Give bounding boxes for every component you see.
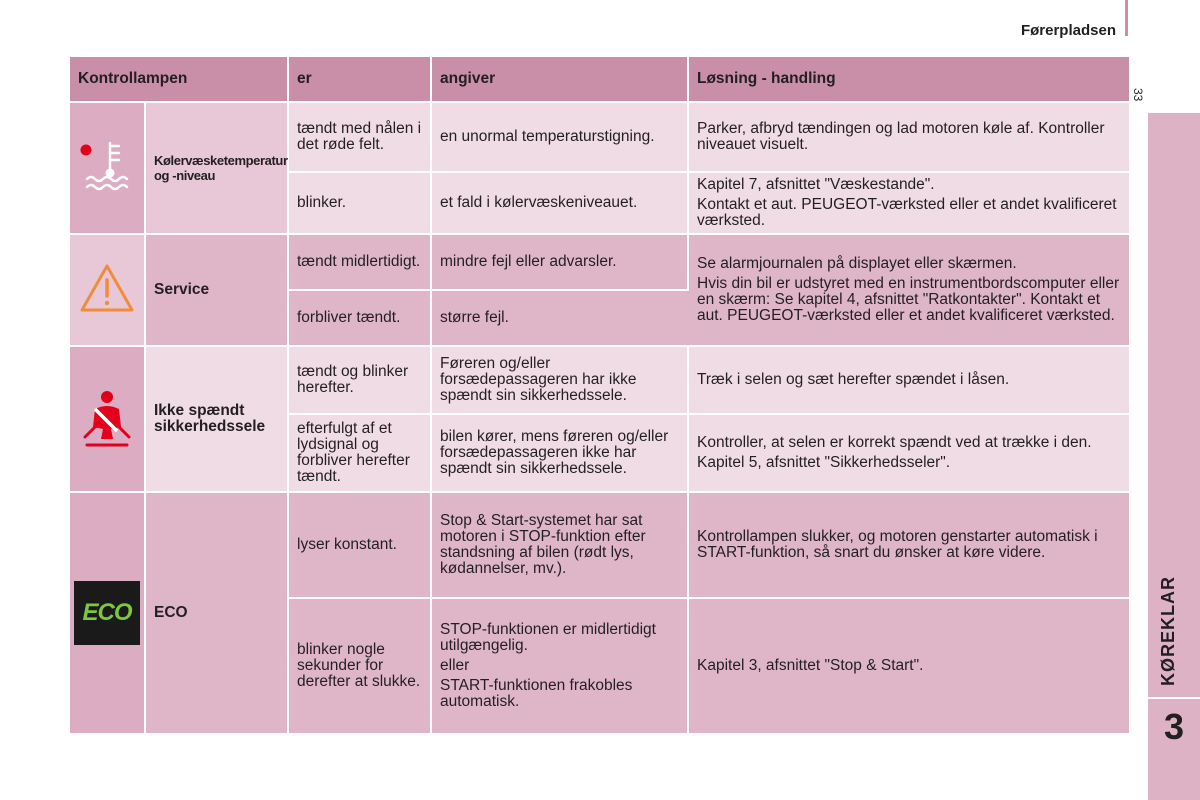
service-state-2: forbliver tændt. xyxy=(289,291,432,347)
table-row xyxy=(70,235,1129,291)
seatbelt-solution-1: Træk i selen og sæt herefter spændet i låsen. xyxy=(689,347,1129,415)
header-angiver: angiver xyxy=(432,57,689,103)
seatbelt-indicates-1: Føreren og/eller forsædepassageren har ikke spændt sin sikkerhedssele. xyxy=(432,347,689,415)
seatbelt-state-1: tændt og blinker herefter. xyxy=(289,347,432,415)
service-state-1: tændt midlertidigt. xyxy=(289,235,432,291)
eco-icon-cell xyxy=(70,493,146,735)
eco-state-1: lyser konstant. xyxy=(289,493,432,599)
title-accent-bar xyxy=(1125,0,1128,36)
eco-solution-1: Kontrollampen slukker, og motoren genstarter automatisk i START-funktion, så snart du ønsker at køre videre. xyxy=(689,493,1129,599)
coolant-indicates-1: en unormal temperaturstigning. xyxy=(432,103,689,173)
chapter-number: 3 xyxy=(1163,706,1185,747)
table-row xyxy=(70,493,1129,599)
service-indicates-2: større fejl. xyxy=(432,291,689,347)
warning-triangle-icon xyxy=(77,260,137,316)
coolant-solution-2 xyxy=(689,173,1129,235)
coolant-solution-2b: Kontakt et aut. PEUGEOT-værksted eller et andet kvalificeret værksted. xyxy=(697,196,1117,229)
side-tab-divider xyxy=(1148,697,1200,699)
header-kontrollampen: Kontrollampen xyxy=(70,57,289,103)
header-er: er xyxy=(289,57,432,103)
coolant-temperature-icon xyxy=(77,135,137,197)
header-losning: Løsning - handling xyxy=(689,57,1129,103)
eco-indicates-1: Stop & Start-systemet har sat motoren i STOP-funktion efter standsning af bilen (rødt lys, kødannelser, mv.). xyxy=(432,493,689,599)
warning-lamp-table xyxy=(70,57,1129,735)
table-header-row xyxy=(70,57,1129,103)
seatbelt-indicates-2: bilen kører, mens føreren og/eller forsædepassageren ikke har spændt sin sikkerhedssele. xyxy=(432,415,689,493)
service-solution-a: Se alarmjournalen på displayet eller skærmen. xyxy=(697,255,1017,272)
coolant-icon-cell xyxy=(70,103,146,235)
service-indicates-1: mindre fejl eller advarsler. xyxy=(432,235,689,291)
eco-state-2: blinker nogle sekunder for derefter at slukke. xyxy=(289,599,432,735)
table-row xyxy=(70,347,1129,415)
service-solution-b: Hvis din bil er udstyret med en instrumentbordscomputer eller en skærm: Se kapitel 4, afsnittet "Ratkontakter". Kontakt et aut. PEUGEOT-værksted eller et andet kvalificeret værksted. xyxy=(697,275,1120,324)
coolant-indicates-2: et fald i kølervæskeniveauet. xyxy=(432,173,689,235)
seatbelt-solution-2a: Kontroller, at selen er korrekt spændt ved at trække i den. xyxy=(697,434,1092,451)
page-number: 33 xyxy=(1131,88,1145,102)
eco-indicates-2b: eller xyxy=(440,657,470,674)
eco-indicates-2c: START-funktionen frakobles automatisk. xyxy=(440,677,633,710)
eco-indicates-2a: STOP-funktionen er midlertidigt utilgængelig. xyxy=(440,621,656,654)
table-row xyxy=(70,103,1129,173)
coolant-name: Kølervæsketemperatur og -niveau xyxy=(146,103,289,235)
eco-icon: ECO xyxy=(74,581,140,645)
coolant-solution-1: Parker, afbryd tændingen og lad motoren køle af. Kontroller niveauet visuelt. xyxy=(689,103,1129,173)
seatbelt-solution-2 xyxy=(689,415,1129,493)
eco-name: ECO xyxy=(146,493,289,735)
coolant-solution-2a: Kapitel 7, afsnittet "Væskestande". xyxy=(697,176,935,193)
seatbelt-solution-2b: Kapitel 5, afsnittet "Sikkerhedsseler". xyxy=(697,454,951,471)
seatbelt-state-2: efterfulgt af et lydsignal og forbliver herefter tændt. xyxy=(289,415,432,493)
chapter-label: KØREKLAR xyxy=(1158,576,1178,686)
service-icon-cell xyxy=(70,235,146,347)
coolant-state-2: blinker. xyxy=(289,173,432,235)
eco-solution-2: Kapitel 3, afsnittet "Stop & Start". xyxy=(689,599,1129,735)
service-name: Service xyxy=(146,235,289,347)
service-solution xyxy=(689,235,1129,347)
coolant-state-1: tændt med nålen i det røde felt. xyxy=(289,103,432,173)
seatbelt-name: Ikke spændt sikkerhedssele xyxy=(146,347,289,493)
section-title: Førerpladsen xyxy=(1020,22,1116,39)
seatbelt-icon xyxy=(81,387,133,447)
seatbelt-icon-cell xyxy=(70,347,146,493)
eco-indicates-2 xyxy=(432,599,689,735)
